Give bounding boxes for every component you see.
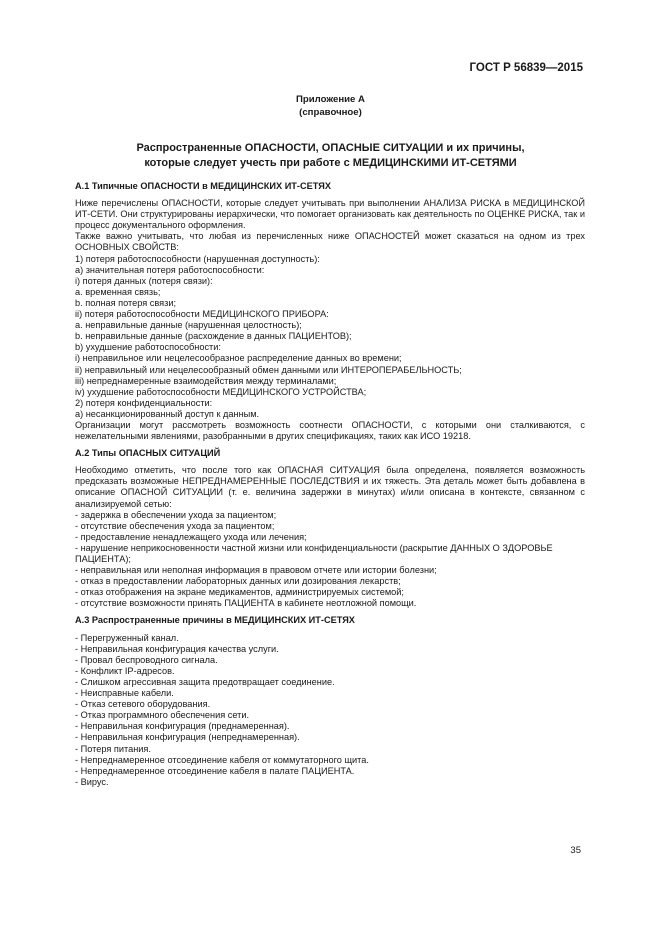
- list-item: - Потеря питания.: [75, 743, 151, 754]
- list-item: а) несанкционированный доступ к данным.: [75, 408, 260, 419]
- section-a1-para3: Организации могут рассмотреть возможность соотнести ОПАСНОСТИ, с которыми они сталкиваются, с нежелательными явлениями, разобранными в других спецификациях, таких как ИСО 19218.: [75, 419, 585, 442]
- appendix-heading: [0, 93, 661, 119]
- list-item: b. полная потеря связи;: [75, 297, 177, 308]
- list-item: - отсутствие обеспечения ухода за пациентом;: [75, 520, 275, 531]
- list-item: - неправильная или неполная информация в правовом отчете или истории болезни;: [75, 565, 437, 576]
- list-item: - Провал беспроводного сигнала.: [75, 654, 218, 665]
- list-item: - Отказ программного обеспечения сети.: [75, 710, 250, 721]
- list-item: - нарушение неприкосновенности частной жизни или конфиденциальности (раскрытие ДАННЫХ О ЗДОРОВЬЕ ПАЦИЕНТА);: [75, 542, 553, 564]
- list-item: - Отказ сетевого оборудования.: [75, 699, 211, 710]
- list-item: - отсутствие возможности принять ПАЦИЕНТА в кабинете неотложной помощи.: [75, 598, 417, 609]
- document-body: [75, 181, 585, 788]
- list-item: - Неправильная конфигурация (непреднамеренная).: [75, 732, 300, 743]
- list-item: ii) неправильный или нецелесообразный обмен данными или ИНТЕРОПЕРАБЕЛЬНОСТЬ;: [75, 364, 462, 375]
- section-a2-para1: Необходимо отметить, что после того как ОПАСНАЯ СИТУАЦИЯ была определена, появляется возможность предсказать возможные НЕПРЕДНАМЕРЕННЫЕ ПОСЛЕДСТВИЯ и их тяжесть. Эта деталь может быть добавлена в описание ОПАСНОЙ СИТУАЦИИ (т. е. величина задержки в минутах) и/или описана в контексте, связанном с анализируемой сетью:: [75, 465, 585, 509]
- list-item: 1) потеря работоспособности (нарушенная доступность):: [75, 253, 320, 264]
- list-item: i) неправильное или нецелесообразное распределение данных во времени;: [75, 353, 402, 364]
- list-item: - Конфликт IP-адресов.: [75, 665, 175, 676]
- section-a1-para1: Ниже перечислены ОПАСНОСТИ, которые следует учитывать при выполнении АНАЛИЗА РИСКА в МЕДИЦИНСКОЙ ИТ-СЕТИ. Они структурированы иерархически, что помогает организовать как деятельность по ОЦЕНКЕ РИСКА, так и процесс документального оформления.: [75, 198, 585, 231]
- list-item: - задержка в обеспечении ухода за пациентом;: [75, 509, 277, 520]
- section-a3-list: [75, 633, 585, 788]
- list-item: i) потеря данных (потеря связи):: [75, 275, 213, 286]
- list-item: - Непреднамеренное отсоединение кабеля в палате ПАЦИЕНТА.: [75, 765, 355, 776]
- list-item: - Неисправные кабели.: [75, 688, 174, 699]
- list-item: - предоставление ненадлежащего ухода или лечения;: [75, 531, 307, 542]
- document-title-line2: которые следует учесть при работе с МЕДИЦИНСКИМИ ИТ-СЕТЯМИ: [144, 157, 517, 169]
- page-number: 35: [570, 845, 581, 856]
- section-a1-list: [75, 254, 585, 420]
- document-title: [80, 141, 581, 171]
- list-item: iii) непреднамеренные взаимодействия между терминалами;: [75, 375, 337, 386]
- section-a1-heading: А.1 Типичные ОПАСНОСТИ в МЕДИЦИНСКИХ ИТ-СЕТЯХ: [75, 181, 331, 191]
- list-item: - Перегруженный канал.: [75, 632, 179, 643]
- list-item: - отказ отображения на экране медикаментов, администрируемых системой;: [75, 587, 404, 598]
- appendix-title: Приложение А: [296, 94, 365, 105]
- list-item: а) значительная потеря работоспособности:: [75, 264, 265, 275]
- section-a1-para2: Также важно учитывать, что любая из перечисленных ниже ОПАСНОСТЕЙ может сказаться на одном из трех ОСНОВНЫХ СВОЙСТВ:: [75, 231, 585, 253]
- section-a2-heading: А.2 Типы ОПАСНЫХ СИТУАЦИЙ: [75, 448, 221, 459]
- list-item: 2) потеря конфиденциальности:: [75, 397, 213, 408]
- list-item: - отказ в предоставлении лабораторных данных или дозирования лекарств;: [75, 576, 401, 587]
- list-item: - Неправильная конфигурация (преднамеренная).: [75, 721, 290, 732]
- section-a2-list: [75, 510, 585, 610]
- section-a3-heading: А.3 Распространенные причины в МЕДИЦИНСКИХ ИТ-СЕТЯХ: [75, 615, 355, 626]
- list-item: b. неправильные данные (расхождение в данных ПАЦИЕНТОВ);: [75, 331, 352, 342]
- standard-number: ГОСТ Р 56839—2015: [469, 62, 583, 74]
- appendix-subtitle: (справочное): [299, 107, 362, 118]
- document-title-line1: Распространенные ОПАСНОСТИ, ОПАСНЫЕ СИТУАЦИИ и их причины,: [136, 142, 525, 154]
- list-item: а. временная связь;: [75, 286, 161, 297]
- list-item: ii) потеря работоспособности МЕДИЦИНСКОГО ПРИБОРА:: [75, 309, 329, 320]
- list-item: - Непреднамеренное отсоединение кабеля от коммутаторного щита.: [75, 754, 369, 765]
- list-item: - Слишком агрессивная защита предотвращает соединение.: [75, 676, 335, 687]
- list-item: а. неправильные данные (нарушенная целостность);: [75, 320, 302, 331]
- list-item: iv) ухудшение работоспособности МЕДИЦИНСКОГО УСТРОЙСТВА;: [75, 386, 367, 397]
- list-item: - Вирус.: [75, 776, 109, 787]
- list-item: b) ухудшение работоспособности:: [75, 342, 221, 353]
- list-item: - Неправильная конфигурация качества услуги.: [75, 643, 279, 654]
